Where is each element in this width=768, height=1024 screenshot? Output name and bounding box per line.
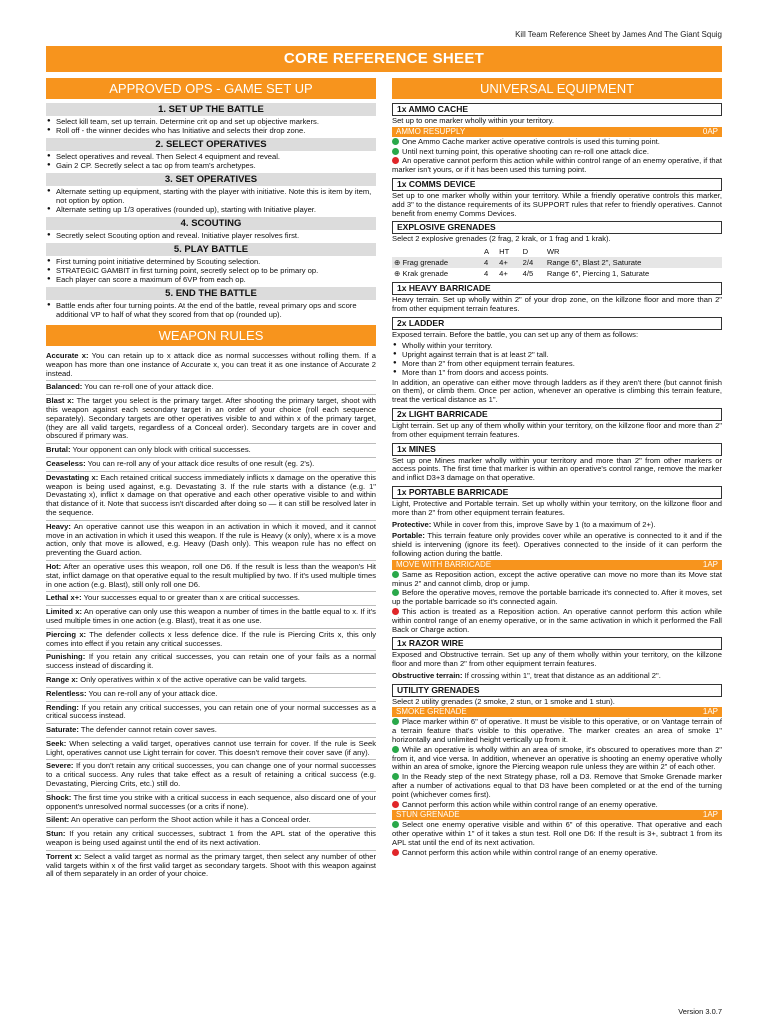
grenade-row-frag: ⊕ Frag grenade 4 4+ 2/4 Range 6", Blast 2", Saturate	[392, 257, 722, 268]
weapon-rule	[46, 792, 376, 815]
weapon-rule-name: Accurate x:	[46, 351, 89, 360]
weapon-rule-name: Punishing:	[46, 652, 86, 662]
weapon-rule	[46, 724, 376, 738]
weapon-rule-name: Range x:	[46, 674, 79, 684]
list-item: ● More than 1" from doors and access points.	[392, 368, 722, 377]
heavy-barricade-text: Heavy terrain. Set up wholly within 2" of your drop zone, on the killzone floor and more than 2" from other equipment terrain features.	[392, 295, 722, 313]
weapon-rule-text: Your opponent can only block with critical successes.	[72, 445, 251, 455]
list-item: ● Select operatives and reveal. Then Select 4 equipment and reveal.	[46, 152, 376, 161]
weapon-rule	[46, 814, 376, 828]
weapon-rule-name: Heavy:	[46, 521, 71, 531]
smoke-effect: In the Ready step of the next Strategy phase, roll a D3. Remove that Smoke Grenade marker after a number of activations equal to that D3 have been completed or at the end of the turning point (whichever comes first).	[392, 772, 722, 799]
barricade-effect: Before the operative moves, remove the portable barricade it's connected to. After it moves, set up the portable barricade so it's connected again.	[392, 588, 722, 607]
action-ap: 1AP	[702, 707, 718, 717]
weapon-rule-name: Silent:	[46, 815, 70, 825]
weapon-rule-text: If you don't retain any critical successes, you can change one of your normal successes to a critical success. Any rules that take effect as a result of retaining a critical success (e.g. Devastating, Piercing Crits, etc.) still do.	[46, 761, 376, 789]
comms-device-text: Set up to one marker wholly within your territory. While a friendly operative controls this marker, add 3" to the distance requirements of its SUPPORT rules that refer to friendly operatives. Cannot benefit from enemy Comms Devices.	[392, 190, 722, 218]
weapon-rules-list	[46, 350, 376, 881]
weapon-rule-text: When selecting a valid target, operatives cannot use terrain for cover. If the rule is Seek Light, operatives cannot use Light terrain for cover. This doesn't remove their cover save (if any).	[46, 738, 376, 757]
weapon-rule-name: Balanced:	[46, 382, 83, 392]
weapon-rule-name: Relentless:	[46, 688, 87, 698]
utility-grenades-text: Select 2 utility grenades (2 smoke, 2 stun, or 1 smoke and 1 stun).	[392, 696, 615, 706]
weapon-rule-name: Hot:	[46, 561, 62, 571]
ammo-resupply-action	[392, 127, 722, 137]
action-ap: 0AP	[702, 126, 718, 136]
weapon-rule-text: Select a valid target as normal as the primary target, then select any number of other valid targets within x of the first valid target as secondary targets. Shoot with this weapon against all of them separately in an order of your choice.	[46, 851, 376, 879]
action-name: STUN GRENADE	[396, 810, 460, 820]
ammo-effect: Until next turning point, this operative shooting can re-roll one attack dice.	[392, 147, 722, 157]
weapon-rule-text: An operative cannot use this weapon in an activation in which it moved, and it cannot move in an activation in which it used this weapon. If the rule is Heavy (x only), where x is a move action, only that move is allowed, e.g. Heavy (Dash only). This weapon rule has no effect on preventing the Guard action.	[46, 521, 376, 558]
list-item: ● Upright against terrain that is at least 2" tall.	[392, 350, 722, 359]
weapon-rule-text: The defender cannot retain cover saves.	[80, 725, 217, 735]
weapon-rule-text: You can re-roll any of your attack dice.	[88, 688, 218, 698]
weapon-rule-name: Severe:	[46, 761, 74, 771]
obstructive-rule: Obstructive terrain: If crossing within 1", treat that distance as an additional 2".	[392, 670, 661, 680]
weapon-rule	[46, 606, 376, 629]
action-ap: 1AP	[702, 810, 718, 820]
stun-grenade-action	[392, 810, 722, 820]
weapon-rule-name: Rending:	[46, 702, 79, 712]
version-text: Version 3.0.7	[678, 1007, 722, 1016]
weapon-rule	[46, 738, 376, 761]
weapon-rule-text: If you retain any critical successes, you can retain one of your fails as a normal success instead of discarding it.	[46, 652, 376, 671]
grenade-table	[392, 246, 722, 279]
comms-device-title: 1x COMMS DEVICE	[392, 178, 722, 191]
weapon-rule-name: Piercing x:	[46, 629, 87, 639]
action-ap: 1AP	[702, 559, 718, 569]
weapon-rule	[46, 381, 376, 395]
weapon-rule-name: Ceaseless:	[46, 458, 86, 468]
green-dot-icon	[392, 718, 399, 725]
weapon-rule-name: Saturate:	[46, 725, 79, 735]
setup-step-list	[46, 117, 376, 135]
list-item: ● Battle ends after four turning points. At the end of the battle, reveal primary ops and score additional VP to half of what they scored from that op (rounded up).	[46, 301, 376, 319]
weapon-rule-name: Torrent x:	[46, 851, 82, 861]
weapon-rule-name: Stun:	[46, 829, 66, 839]
smoke-grenade-action	[392, 707, 722, 717]
red-dot-icon	[392, 157, 399, 164]
page-title: CORE REFERENCE SHEET	[46, 46, 722, 72]
right-column	[392, 78, 722, 858]
weapon-rule	[46, 828, 376, 851]
ammo-cache-title: 1x AMMO CACHE	[392, 103, 722, 116]
red-dot-icon	[392, 608, 399, 615]
setup-step-title: 5. END THE BATTLE	[46, 287, 376, 300]
grenade-table-header: A HT D WR	[484, 247, 560, 257]
razor-wire-title: 1x RAZOR WIRE	[392, 637, 722, 650]
weapon-rule	[46, 651, 376, 674]
left-column	[46, 78, 376, 881]
setup-steps	[46, 103, 376, 319]
ladder-list	[392, 341, 722, 377]
weapon-rule	[46, 702, 376, 725]
setup-step-list	[46, 257, 376, 284]
weapon-rule-name: Seek:	[46, 738, 67, 748]
weapon-rule-name: Blast x:	[46, 396, 75, 406]
setup-step-title: 4. SCOUTING	[46, 217, 376, 230]
weapon-rule-name: Devastating x:	[46, 472, 99, 482]
ladder-text: Exposed terrain. Before the battle, you can set up any of them as follows:	[392, 329, 639, 339]
weapon-rule-text: After an operative uses this weapon, roll one D6. If the result is less than the weapon's Hit stat, inflict damage on that operative equal to the result multiplied by two. If it's used multiple times in one action (e.g. Blast), still only roll one D6.	[46, 561, 376, 589]
equipment-heading: UNIVERSAL EQUIPMENT	[392, 78, 722, 99]
list-item: ● Roll off - the winner decides who has Initiative and selects their drop zone.	[46, 126, 376, 135]
mines-title: 1x MINES	[392, 443, 722, 456]
explosive-grenades-title: EXPLOSIVE GRENADES	[392, 221, 722, 234]
setup-step-list	[46, 152, 376, 170]
weapon-rule	[46, 350, 376, 381]
weapon-rule	[46, 561, 376, 592]
green-dot-icon	[392, 571, 399, 578]
weapon-rule	[46, 629, 376, 652]
weapon-rule-text: If you retain any critical successes, you can retain one of your normal successes as a critical success instead.	[46, 702, 376, 721]
list-item: ● First turning point initiative determined by Scouting selection.	[46, 257, 376, 266]
weapon-rule-name: Limited x:	[46, 607, 83, 617]
ammo-restriction: An operative cannot perform this action while within control range of an enemy operative, if that marker isn't yours, or if it has been used this turning point.	[392, 156, 722, 175]
razor-wire-text: Exposed and Obstructive terrain. Set up any of them wholly within your territory, on the killzone floor and more than 2" from other equipment terrain features.	[392, 650, 722, 669]
weapon-rule-name: Shock:	[46, 792, 72, 802]
portable-rule: Portable: This terrain feature only provides cover while an operative is connected to it and if the shield is intervening (ignore its feet). Operatives connected to the inside of it can perform the following action during the battle.	[392, 531, 722, 558]
list-item: ● Secretly select Scouting option and reveal. Initiative player resolves first.	[46, 231, 376, 240]
ammo-cache-text: Set up to one marker wholly within your territory.	[392, 116, 554, 125]
list-item: ● Each player can score a maximum of 6VP from each op.	[46, 275, 376, 284]
heavy-barricade-title: 1x HEAVY BARRICADE	[392, 282, 722, 295]
list-item: ● Wholly within your territory.	[392, 341, 722, 350]
weapon-rule	[46, 674, 376, 688]
setup-step-title: 1. SET UP THE BATTLE	[46, 103, 376, 116]
weapon-rule	[46, 444, 376, 458]
light-barricade-text: Light terrain. Set up any of them wholly within your territory, on the killzone floor and more than 2" from other equipment terrain features.	[392, 420, 722, 439]
weapon-rule-text: An operative can only use this weapon a number of times in the battle equal to x. If it's used multiple times in one action (e.g. Blast), treat it as one use.	[46, 607, 376, 625]
green-dot-icon	[392, 138, 399, 145]
list-item: ● STRATEGIC GAMBIT in first turning point, secretly select op to be primary op.	[46, 266, 376, 275]
barricade-restriction: This action is treated as a Reposition action. An operative cannot perform this action while within control range of an enemy operative, or in the same activation in which it performed the Fall Back or Charge action.	[392, 606, 722, 634]
weapon-rule	[46, 760, 376, 791]
green-dot-icon	[392, 589, 399, 596]
list-item: ● Gain 2 CP. Secretly select a tac op from team's archetypes.	[46, 161, 376, 170]
explosive-grenades-text: Select 2 explosive grenades (2 frag, 2 krak, or 1 frag and 1 krak).	[392, 234, 611, 244]
setup-step-title: 3. SET OPERATIVES	[46, 173, 376, 186]
setup-step-list	[46, 187, 376, 214]
weapon-rule-text: Your successes equal to or greater than x are critical successes.	[83, 593, 300, 603]
weapon-rule-text: If you retain any critical successes, subtract 1 from the APL stat of the operative this weapon is being used against until the end of its next activation.	[46, 829, 376, 848]
setup-step-title: 2. SELECT OPERATIVES	[46, 138, 376, 151]
light-barricade-title: 2x LIGHT BARRICADE	[392, 408, 722, 421]
credit-text: Kill Team Reference Sheet by James And The Giant Squig	[515, 30, 722, 39]
list-item: ● Select kill team, set up terrain. Determine crit op and set up objective markers.	[46, 117, 376, 126]
utility-grenades-title: UTILITY GRENADES	[392, 684, 722, 697]
setup-step-list	[46, 231, 376, 240]
red-dot-icon	[392, 849, 399, 856]
weapon-rules-heading: WEAPON RULES	[46, 325, 376, 346]
weapon-rule-text: Each retained critical success immediately inflicts x damage on the operative this weapon is being used against, e.g. Devastating 3. If the rule starts with a distance (e.g. 1" Devastating x), inflict x damage on that operative and each other operative visible to and within that distance of it. Note that success isn't discarded after doing so — it can still be resolved later in the sequence.	[46, 472, 376, 517]
smoke-restriction: Cannot perform this action while within control range of an enemy operative.	[392, 800, 722, 810]
weapon-rule-text: You can retain up to x attack dice as normal successes without rolling them. If a weapon has more than one instance of Accurate x, you can treat it as one instance of Accurate 2 instead.	[46, 351, 376, 378]
green-dot-icon	[392, 746, 399, 753]
red-dot-icon	[392, 801, 399, 808]
weapon-rule-text: An operative can perform the Shoot action while it has a Conceal order.	[70, 815, 311, 825]
weapon-rule	[46, 688, 376, 702]
weapon-rule-text: The defender collects x less defence dice. If the rule is Piercing Crits x, this only comes into effect if you retain any critical successes.	[46, 629, 376, 648]
green-dot-icon	[392, 148, 399, 155]
weapon-rule	[46, 521, 376, 561]
weapon-rule-text: Only operatives within x of the active operative can be valid targets.	[80, 674, 307, 684]
action-name: SMOKE GRENADE	[396, 707, 467, 717]
protective-rule: Protective: While in cover from this, improve Save by 1 (to a maximum of 2+).	[392, 519, 656, 529]
setup-step-list	[46, 301, 376, 319]
ladder-text-2: In addition, an operative can either move through ladders as if they aren't there (but cannot finish on them), or climb them. Once per action, whenever an operative is climbing this terrain feature, treat the vertical distance as 1".	[392, 377, 722, 405]
portable-barricade-text: Light, Protective and Portable terrain. Set up wholly within your territory, on the killzone floor and more than 2" from other equipment terrain features.	[392, 498, 722, 517]
weapon-rule-text: The first time you strike with a critical success in each sequence, also discard one of your opponent's unresolved normal successes (or a crits if none).	[46, 792, 376, 811]
weapon-rule	[46, 458, 376, 472]
action-name: AMMO RESUPPLY	[396, 126, 466, 136]
action-name: MOVE WITH BARRICADE	[396, 559, 492, 569]
ammo-effect: One Ammo Cache marker active operative controls is used this turning point.	[392, 137, 722, 147]
move-with-barricade-action	[392, 560, 722, 570]
grenade-row-krak: ⊕ Krak grenade 4 4+ 4/5 Range 6", Piercing 1, Saturate	[394, 269, 650, 279]
weapon-rule-text: The target you select is the primary target. After shooting the primary target, shoot with this weapon against each secondary target in an order of your choice (roll each sequence separately). Secondary targets are other operatives visible to and within x of the primary target, (they are all valid targets, regardless of a Conceal order). Secondary targets are in cover and obscured if primary was.	[46, 396, 376, 441]
portable-barricade-title: 1x PORTABLE BARRICADE	[392, 486, 722, 499]
stun-restriction: Cannot perform this action while within control range of an enemy operative.	[392, 848, 722, 858]
weapon-rule-name: Lethal x+:	[46, 593, 82, 603]
weapon-rule	[46, 472, 376, 521]
smoke-effect: Place marker within 6" of operative. It must be visible to this operative, or on Vantage terrain of a terrain feature that's visible to this operative. The marker creates an area of smoke 1" horizontally and unlimited height vertically up from it.	[392, 717, 722, 745]
stun-effect: Select one enemy operative visible and within 6" of this operative. That operative and each other operative within 1" of it takes a stun test. Roll one D6: If the result is 3+, subtract 1 from its APL stat until the end of its next activation.	[392, 820, 722, 848]
weapon-rule-text: You can re-roll any of your attack dice results of one result (eg. 2's).	[87, 458, 315, 468]
weapon-rule-name: Brutal:	[46, 445, 71, 455]
weapon-rule	[46, 851, 376, 881]
list-item: ● More than 2" from other equipment terrain features.	[392, 359, 722, 368]
setup-heading: APPROVED OPS - GAME SET UP	[46, 78, 376, 99]
barricade-effect: Same as Reposition action, except the active operative can move no more than its Move stat minus 2" and cannot climb, drop or jump.	[392, 569, 722, 588]
weapon-rule	[46, 592, 376, 606]
ladder-title: 2x LADDER	[392, 317, 722, 330]
setup-step-title: 5. PLAY BATTLE	[46, 243, 376, 256]
weapon-rule-text: You can re-roll one of your attack dice.	[84, 382, 214, 392]
green-dot-icon	[392, 821, 399, 828]
weapon-rule	[46, 395, 376, 444]
list-item: ● Alternate setting up 1/3 operatives (rounded up), starting with Initiative player.	[46, 205, 376, 214]
green-dot-icon	[392, 773, 399, 780]
smoke-effect: While an operative is wholly within an area of smoke, it's obscured to operatives more than 2" from it, and vice versa. In addition, whenever an operative is shooting an enemy operative wholly within an area of smoke, ignore the Piercing weapon rule unless they are within 2" of each other.	[392, 744, 722, 772]
mines-text: Set up one Mines marker wholly within your territory and more than 2" from other markers or access points. The first time that marker is within an operative's control range, remove the marker and inflict D3+3 damage on that operative.	[392, 455, 722, 483]
list-item: ● Alternate setting up equipment, starting with the player with initiative. Note this is item by item, not option by option.	[46, 187, 376, 205]
